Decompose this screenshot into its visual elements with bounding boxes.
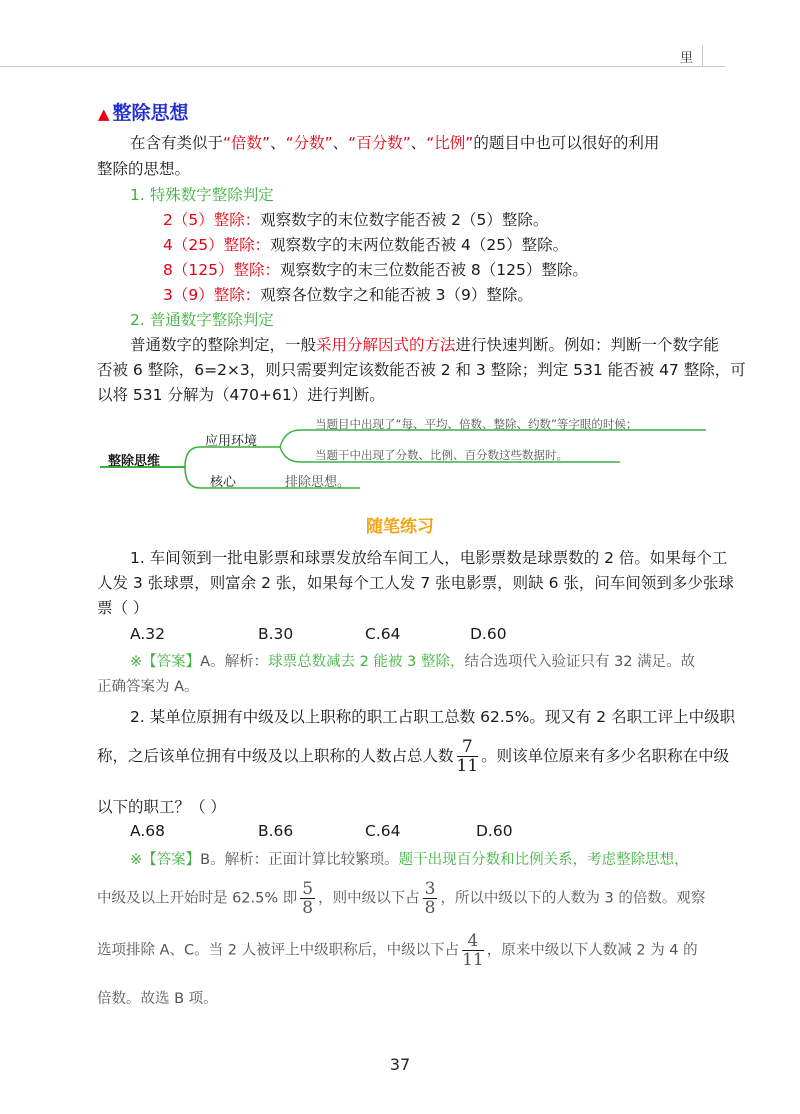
- rule-item: 4（25）整除：观察数字的末两位数能否被 4（25）整除。: [163, 236, 569, 254]
- q2-explanation-line3: 倍数。故选 B 项。: [97, 991, 218, 1007]
- rule-item: 8（125）整除：观察数字的末三位数能否被 8（125）整除。: [163, 261, 588, 279]
- answer-mark: ※【答案】: [130, 852, 201, 868]
- q1-line1: 1. 车间领到一批电影票和球票发放给车间工人，电影票数是球票数的 2 倍。如果每个工: [130, 549, 728, 567]
- mind-map-core-item: 排除思想。: [285, 475, 351, 490]
- keyword-percent: “百分数”: [348, 134, 411, 152]
- mind-map-root: 整除思维: [108, 454, 161, 469]
- q1-option-b: B.30: [258, 625, 294, 643]
- fraction-3-8: $\frac{3}{8}$: [424, 879, 436, 918]
- section-title: [98, 98, 189, 125]
- q2-option-c: C.64: [365, 822, 401, 840]
- fraction-4-11: $\frac{4}{11}$: [462, 931, 484, 970]
- mind-map: [100, 410, 720, 500]
- fraction-7-11: $\frac{7}{11}$: [456, 737, 479, 776]
- header-tick: [702, 45, 703, 66]
- q2-line2: 称，之后该单位拥有中级及以上职称的人数占总人数 $\frac{7}{11}$ 。则该单位原来有多少名职称在中级: [97, 737, 730, 776]
- highlight-method: 采用分解因式的方法: [316, 336, 456, 354]
- q2-line3: 以下的职工？（ ）: [97, 798, 226, 816]
- q1-answer-line1: ※【答案】A。解析：球票总数减去 2 能被 3 整除，结合选项代入验证只有 32 满足。故: [130, 654, 696, 670]
- header-corner-text: 里: [680, 51, 694, 66]
- practice-title: 随笔练习: [366, 517, 434, 537]
- fraction-5-8: $\frac{5}{8}$: [302, 879, 314, 918]
- q1-option-d: D.60: [470, 625, 507, 643]
- page-number: 37: [389, 1055, 411, 1074]
- q2-option-b: B.66: [258, 822, 294, 840]
- keyword-multiple: “倍数”: [223, 134, 271, 152]
- general-para-line3: 以将 531 分解为（470+61）进行判断。: [97, 386, 385, 404]
- q2-option-a: A.68: [130, 822, 165, 840]
- q1-line2: 人发 3 张球票，则富余 2 张，如果每个工人发 7 张电影票，则缺 6 张，问车间领到多少张球: [97, 574, 734, 592]
- q2-option-d: D.60: [476, 822, 513, 840]
- intro-line2: 整除的思想。: [97, 160, 191, 178]
- q2-answer-line1: ※【答案】B。解析：正面计算比较繁琐。题干出现百分数和比例关系，考虑整除思想，: [130, 852, 689, 868]
- subheading-special: 1. 特殊数字整除判定: [130, 186, 274, 204]
- q2-line1: 2. 某单位原拥有中级及以上职称的职工占职工总数 62.5%。现又有 2 名职工评上中级职: [130, 708, 736, 726]
- intro-line1: 在含有类似于“倍数”、“分数”、“百分数”、“比例”的题目中也可以很好的利用: [130, 134, 660, 152]
- q2-explanation-line2: 选项排除 A、C。当 2 人被评上中级职称后，中级以下占 $\frac{4}{11}$ ，原来中级以下人数减 2 为 4 的: [97, 931, 698, 970]
- q1-line3: 票（ ）: [97, 599, 149, 617]
- triangle-icon: ▲: [98, 105, 110, 123]
- mind-map-branch-env: 应用环境: [205, 434, 258, 449]
- q2-explanation-line1: 中级及以上开始时是 62.5% 即 $\frac{5}{8}$ ，则中级以下占 $\frac{3}{8}$ ，所以中级以下的人数为 3 的倍数。观察: [97, 879, 706, 918]
- general-para-line1: 普通数字的整除判定，一般采用分解因式的方法进行快速判断。例如：判断一个数字能: [130, 336, 720, 354]
- mind-map-branch-core: 核心: [210, 475, 237, 490]
- answer-mark: ※【答案】: [130, 654, 201, 670]
- q1-option-c: C.64: [365, 625, 401, 643]
- keyword-fraction: “分数”: [285, 134, 333, 152]
- rule-item: 2（5）整除：观察数字的末位数字能否被 2（5）整除。: [163, 211, 549, 229]
- q1-option-a: A.32: [130, 625, 165, 643]
- q1-answer-line2: 正确答案为 A。: [97, 679, 199, 695]
- rule-item: 3（9）整除：观察各位数字之和能否被 3（9）整除。: [163, 286, 533, 304]
- header-rule: [0, 66, 725, 67]
- section-title-text: 整除思想: [112, 102, 189, 124]
- mind-map-env-item: 当题目中出现了“每、平均、倍数、整除、约数”等字眼的时候；: [315, 417, 638, 431]
- general-para-line2: 否被 6 整除，6=2×3，则只需要判定该数能否被 2 和 3 整除；判定 531 能否被 47 整除，可: [97, 361, 746, 379]
- subheading-general: 2. 普通数字整除判定: [130, 311, 274, 329]
- mind-map-env-item: 当题干中出现了分数、比例、百分数这些数据时。: [315, 448, 568, 462]
- keyword-ratio: “比例”: [426, 134, 474, 152]
